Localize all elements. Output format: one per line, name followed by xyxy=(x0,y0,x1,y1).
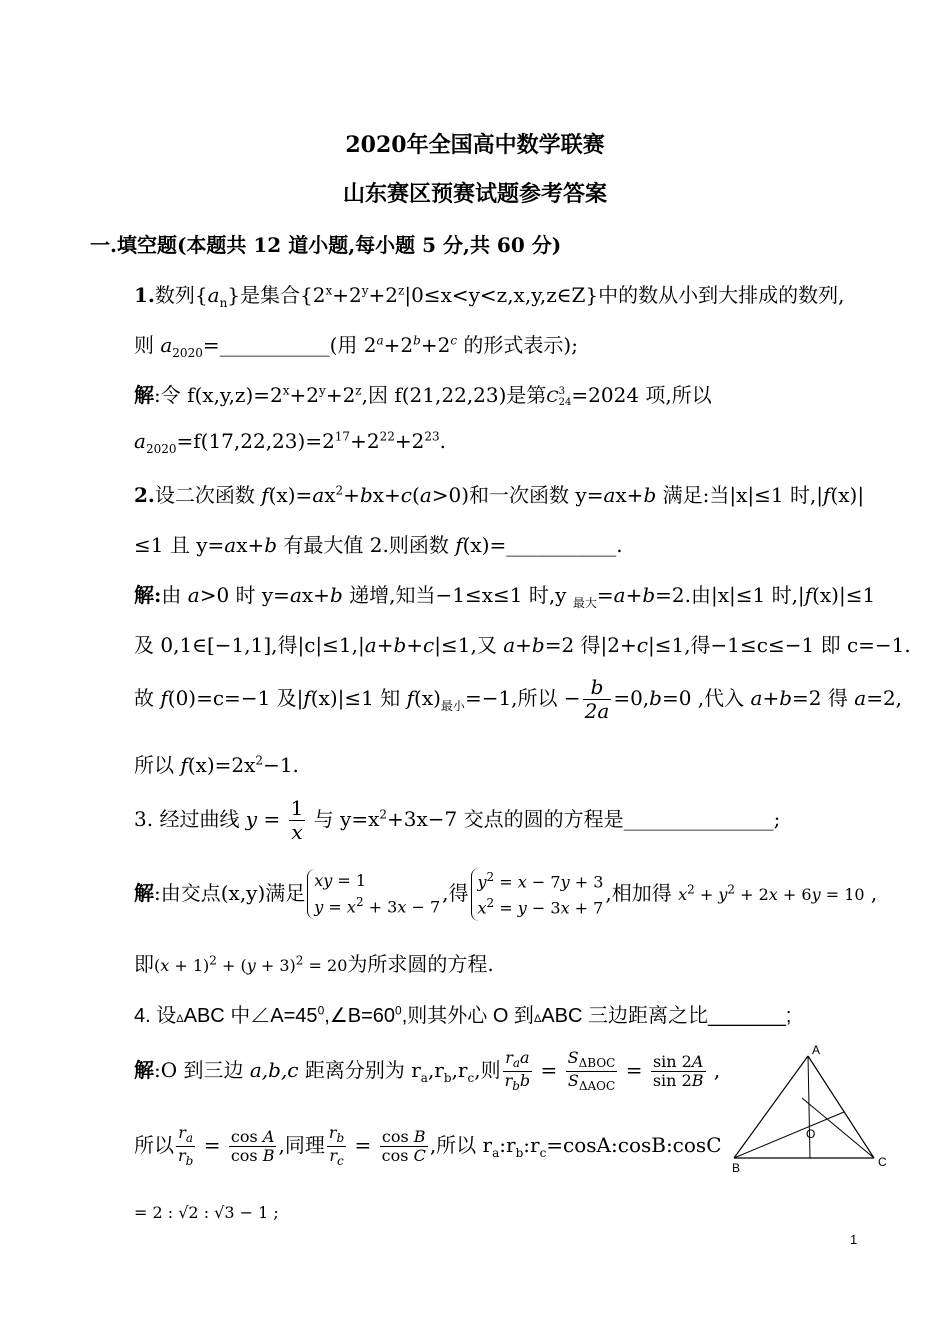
q4-solution-2: 所以 $\frac{r_a}{r_b}$ = $\frac{\text{cos A}}{\text{cos B}}$ ,同理 $\frac{r_b}{r_c}$ = $\frac{\text{cos B}}{\text{cos C}}$ ,所以 $r_a:r_b:r_c=\cos A:\cos B:\cos C$ xyxy=(134,1123,722,1169)
side-ac xyxy=(808,1056,874,1158)
label-o: O xyxy=(806,1127,816,1141)
title-line-1: 2020年全国高中数学联赛 xyxy=(345,132,605,158)
q4-statement: 4. 设ΔABC 中$\angle A=45^0,\angle B=60^0$,则其外心 O 到ΔABC 三边距离之比_______; xyxy=(134,1003,792,1027)
q2-solution-1: 解:由 a>0 时 y=ax+b 递增,知当−1≤x≤1 时,y $_{最大}$=a+b=2.由|x|≤1 时,|f(x)|≤1 xyxy=(134,583,876,610)
q2-statement: 2.设二次函数 $f(x)=ax^2+bx+c(a>0)$和一次函数 y=ax+b 满足:当|x|≤1 时,|f(x)| xyxy=(134,483,865,507)
q2-solution-4: 所以 $f(x)=2x^2-1$. xyxy=(134,753,299,777)
q3-solution-1: 解:由交点(x,y)满足xy = 1 $y = x^2 + 3x - 7$,得 $y^2 = x - 7y + 3$ $x^2 = y - 3x + 7$,相加得 $x^2 + y^2 + 2x + 6y = 10$ , xyxy=(134,868,877,921)
label-a: A xyxy=(812,1043,821,1057)
title-line-2: 山东赛区预赛试题参考答案 xyxy=(342,181,607,207)
q2-solution-2: 及 0,1∈[−1,1],得|c|≤1,|a+b+c|≤1,又 a+b=2 得|2+c|≤1,得−1≤c≤−1 即 c=−1. xyxy=(134,633,911,657)
q3-solution-2: 即$(x + 1)^2 + (y + 3)^2 = 20$为所求圆的方程. xyxy=(134,952,494,976)
q1-solution-2: $a_{2020}=f(17,22,23)=2^{17}+2^{22}+2^{23}$. xyxy=(134,429,446,456)
section-label: 一.填空题 xyxy=(90,233,177,257)
label-b: B xyxy=(732,1161,741,1175)
triangle-figure xyxy=(720,1040,900,1180)
q1-statement-2: 则 $a_{2020}=\_\_\_\_\_\_\_\_\_\_\_$(用 $2^a+2^b+2^c$ 的形式表示); xyxy=(134,333,578,360)
q1-solution-1: 解:令 $f(x,y,z)=2^x+2^y+2^z$,因 f(21,22,23)是第C3 24=2024 项,所以 xyxy=(134,383,712,408)
section-header xyxy=(90,229,561,258)
q4-solution-3: = 2 : √2 : √3 − 1 ; xyxy=(134,1203,279,1222)
q2-statement-2: ≤1 且 y=ax+b 有最大值 2.则函数 f(x)=___________. xyxy=(134,533,623,557)
q3-statement: 3. 经过曲线 y = $\frac{1}{x}$ 与 $y=x^2+3x-7$ 交点的圆的方程是_______________; xyxy=(134,796,781,844)
q2-solution-3: 故 f(0)=c=−1 及|f(x)|≤1 知 $f(x)_{最小}=-1$,所以 − $\frac{b}{2a}$ =0,b=0 ,代入 a+b=2 得 a=2, xyxy=(134,675,903,723)
page-number: 1 xyxy=(850,1232,858,1247)
altitude-a xyxy=(808,1056,810,1158)
section-note: (本题共 12 道小题,每小题 5 分,共 60 分) xyxy=(176,233,562,257)
q4-solution-1: 解:O 到三边 a,b,c 距离分别为 $r_a,r_b,r_c$,则 $\frac{r_aa}{r_bb}$ = $\frac{S_{\Delta BOC}}{S_{\Delta AOC}}$ = $\frac{\sin 2A}{\sin 2B}$ , xyxy=(134,1048,721,1094)
label-c: C xyxy=(878,1155,887,1169)
q1-statement: 1.数列$\{a_n\}$是集合$\{2^x+2^y+2^z|0\le x<y<z,x,y,z\in Z\}$中的数从小到大排成的数列, xyxy=(134,283,845,310)
